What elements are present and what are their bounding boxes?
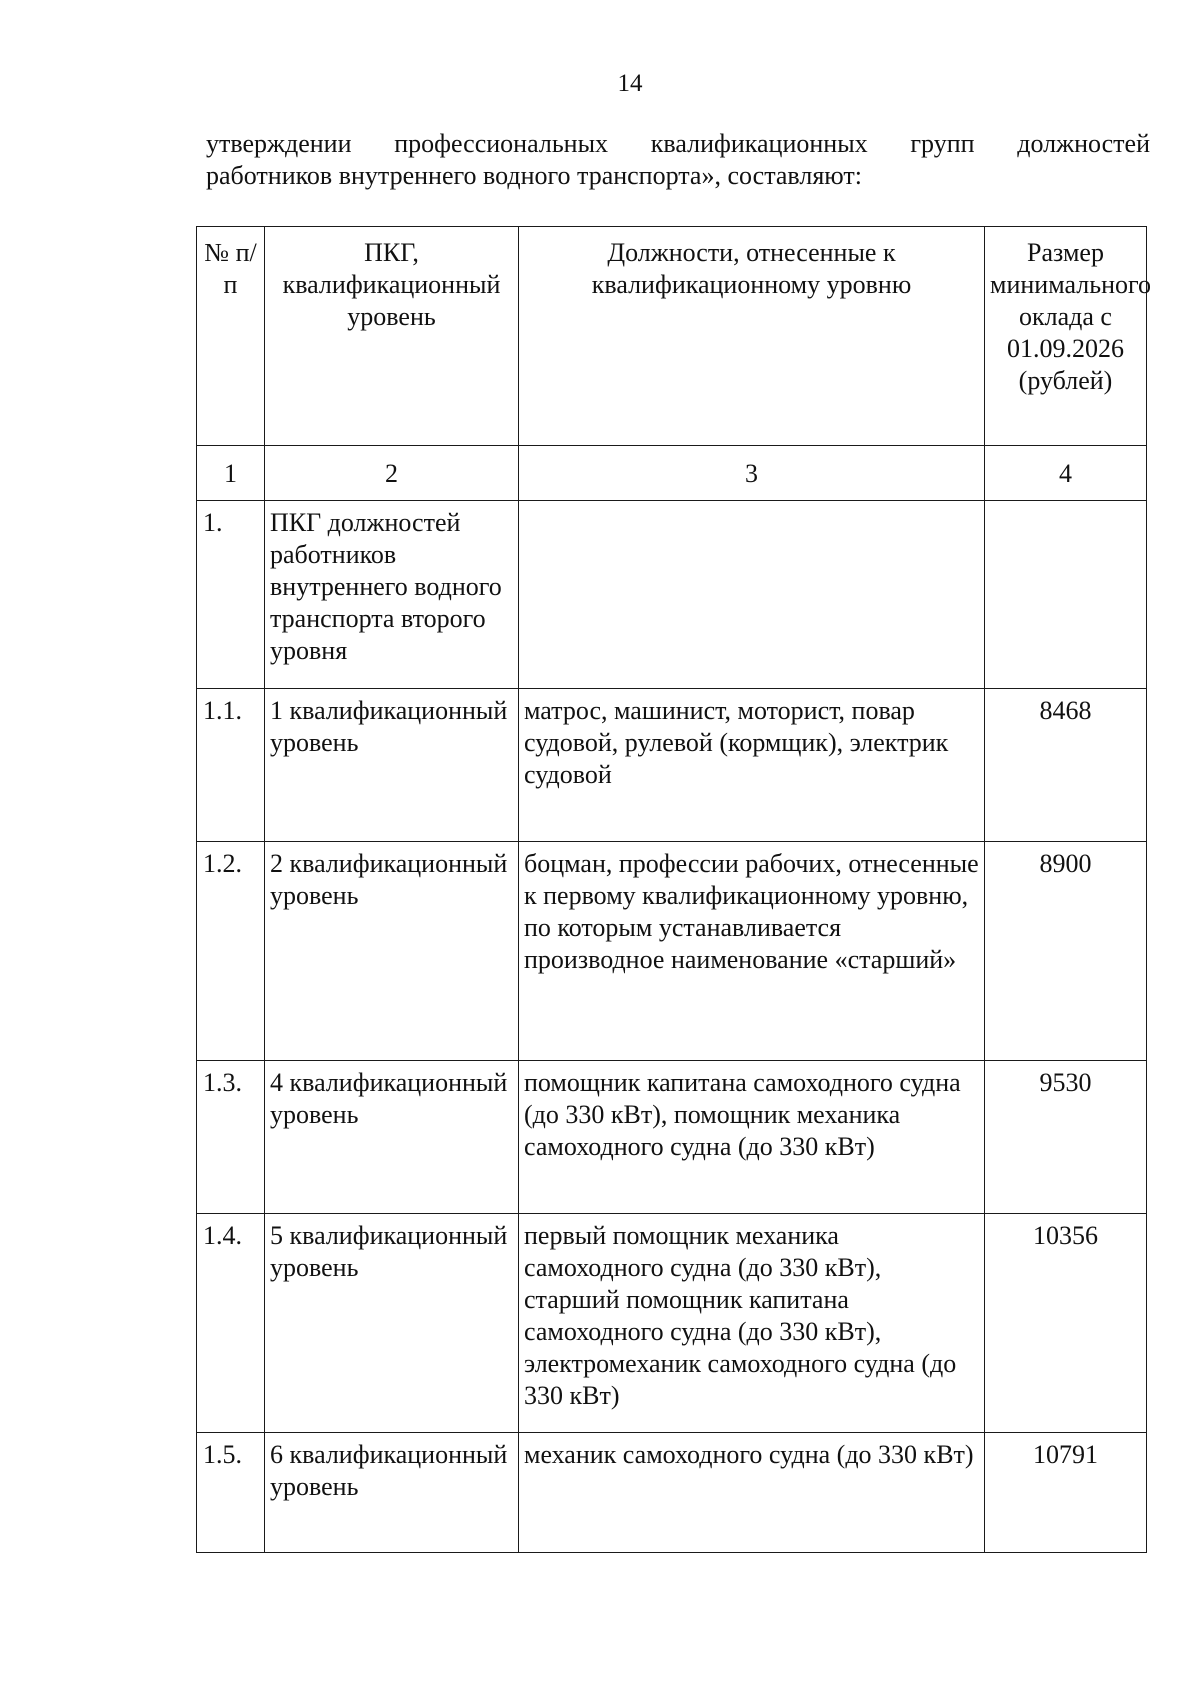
column-numbers-row	[197, 446, 1147, 501]
row-positions: боцман, профессии рабочих, отнесенные к первому квалификационному уровню, по которым устанавливается производное наименование «старший»	[519, 842, 985, 1061]
row-number: 1.5.	[197, 1433, 265, 1553]
column-number-cell: 1	[197, 446, 265, 501]
row-level: 4 квалификационный уровень	[265, 1061, 519, 1214]
salary-table	[196, 226, 1152, 1553]
column-number-cell: 3	[519, 446, 985, 501]
row-positions: матрос, машинист, моторист, повар судовой, рулевой (кормщик), электрик судовой	[519, 689, 985, 842]
table-header-row	[197, 227, 1147, 446]
row-salary: 10356	[985, 1214, 1147, 1433]
row-number: 1.2.	[197, 842, 265, 1061]
group-row	[197, 501, 1147, 689]
table-row	[197, 842, 1147, 1061]
row-positions: механик самоходного судна (до 330 кВт)	[519, 1433, 985, 1553]
row-number: 1.3.	[197, 1061, 265, 1214]
row-level: 6 квалификационный уровень	[265, 1433, 519, 1553]
row-level: 2 квалификационный уровень	[265, 842, 519, 1061]
page-number: 14	[617, 70, 643, 97]
group-name: ПКГ должностей работников внутреннего водного транспорта второго уровня	[265, 501, 519, 689]
row-salary: 9530	[985, 1061, 1147, 1214]
header-positions: Должности, отнесенные к квалификационному уровню	[519, 227, 985, 446]
group-number: 1.	[197, 501, 265, 689]
header-number: № п/п	[197, 227, 265, 446]
row-level: 1 квалификационный уровень	[265, 689, 519, 842]
column-number-cell: 4	[985, 446, 1147, 501]
row-positions: первый помощник механика самоходного судна (до 330 кВт), старший помощник капитана самоходного судна (до 330 кВт), электромеханик самоходного судна (до 330 кВт)	[519, 1214, 985, 1433]
empty-cell	[519, 501, 985, 689]
intro-paragraph	[206, 128, 1150, 192]
table-row	[197, 1433, 1147, 1553]
row-salary: 8900	[985, 842, 1147, 1061]
row-salary: 10791	[985, 1433, 1147, 1553]
header-pkg-level: ПКГ, квалификационный уровень	[265, 227, 519, 446]
intro-line-2: работников внутреннего водного транспорта», составляют:	[206, 161, 862, 190]
table-row	[197, 1061, 1147, 1214]
table-row	[197, 1214, 1147, 1433]
empty-cell	[985, 501, 1147, 689]
row-salary: 8468	[985, 689, 1147, 842]
row-positions: помощник капитана самоходного судна (до 330 кВт), помощник механика самоходного судна (до 330 кВт)	[519, 1061, 985, 1214]
column-number-cell: 2	[265, 446, 519, 501]
intro-line-1: утверждении профессиональных квалификационных групп должностей	[206, 129, 1150, 158]
row-level: 5 квалификационный уровень	[265, 1214, 519, 1433]
table-row	[197, 689, 1147, 842]
header-salary: Размер минимального оклада с 01.09.2026 (рублей)	[985, 227, 1147, 446]
row-number: 1.1.	[197, 689, 265, 842]
row-number: 1.4.	[197, 1214, 265, 1433]
